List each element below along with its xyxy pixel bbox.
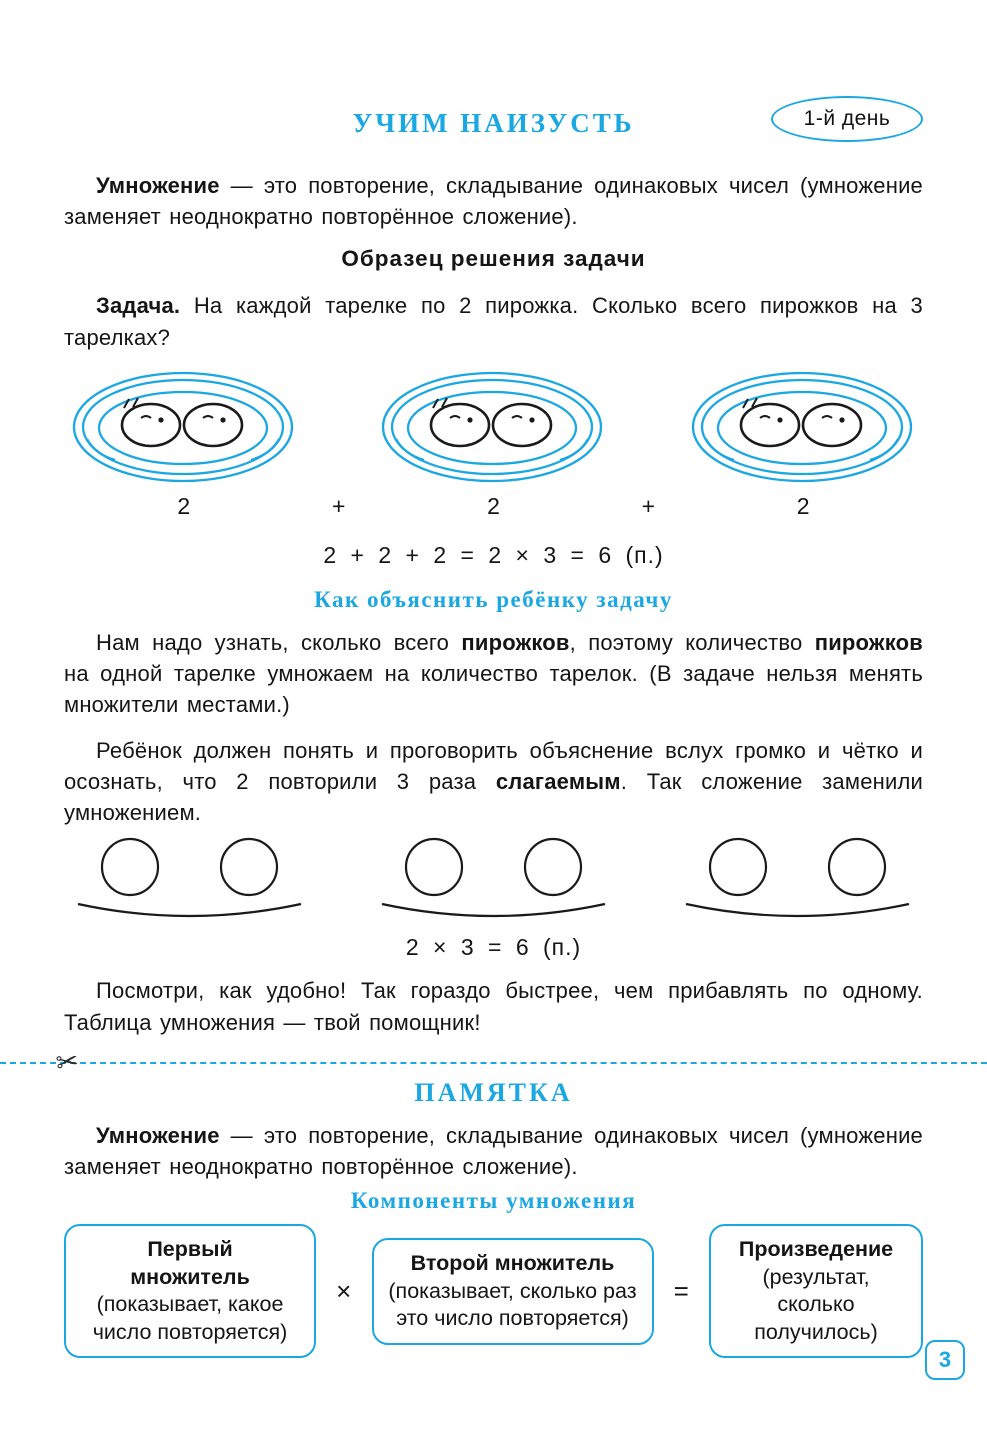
intro-lead: Умножение bbox=[96, 173, 220, 198]
day-badge bbox=[771, 96, 923, 142]
cut-separator bbox=[0, 1045, 987, 1079]
page-header bbox=[64, 100, 923, 148]
explain-paragraph-2 bbox=[64, 735, 923, 829]
multiplier-1-title: Первый множитель bbox=[130, 1237, 250, 1289]
task-lead: Задача. bbox=[96, 293, 181, 319]
multiplication-equation: 2 × 3 = 6 (п.) bbox=[405, 934, 582, 961]
task-paragraph bbox=[64, 290, 923, 352]
page-number-badge bbox=[925, 1340, 965, 1380]
multiplier-2-subtitle: (показывает, сколько раз это число повторяется) bbox=[388, 1278, 637, 1331]
circle-pair-icon bbox=[72, 834, 307, 928]
plate-count-label: 2 bbox=[177, 492, 191, 519]
text-segment: , поэтому количество bbox=[569, 629, 815, 655]
memo-lead: Умножение bbox=[96, 1122, 220, 1148]
plate-count-label: 2 bbox=[796, 492, 810, 519]
sample-heading: Образец решения задачи bbox=[341, 246, 646, 272]
memo-paragraph bbox=[64, 1120, 923, 1182]
text-segment-bold: пирожков bbox=[461, 629, 570, 655]
memo-rest: — это повторение, складывание одинаковых чисел (умножение заменяет неоднократно повторённое сложение). bbox=[64, 1122, 923, 1180]
multiply-operator: × bbox=[336, 1275, 352, 1306]
plate-with-pies-icon bbox=[64, 367, 304, 485]
circle-groups-illustration bbox=[64, 834, 923, 928]
task-rest: На каждой тарелке по 2 пирожка. Сколько всего пирожков на 3 тарелках? bbox=[64, 293, 923, 350]
explain-paragraph-1 bbox=[64, 627, 923, 721]
product-subtitle: (результат, сколько получилось) bbox=[754, 1264, 878, 1344]
multiplier-2-box bbox=[372, 1238, 654, 1345]
intro-paragraph bbox=[64, 170, 923, 232]
multiplier-1-box bbox=[64, 1224, 316, 1358]
intro-rest: — это повторение, складывание одинаковых чисел (умножение заменяет неоднократно повторённое сложение). bbox=[64, 173, 923, 230]
plate-with-pies-icon bbox=[683, 367, 923, 485]
multiplier-1-subtitle: (показывает, какое число повторяется) bbox=[92, 1292, 288, 1344]
text-segment-bold: слагаемым bbox=[495, 768, 621, 794]
components-diagram bbox=[64, 1224, 923, 1358]
equals-operator: = bbox=[673, 1275, 689, 1306]
plus-sign-label: + bbox=[331, 492, 346, 519]
product-box bbox=[709, 1224, 923, 1358]
circle-pair-icon bbox=[680, 834, 915, 928]
text-segment: Ребёнок должен понять и проговорить объяснение вслух громко и чётко и осознать, что 2 повторили 3 раза bbox=[64, 737, 923, 794]
conclusion-paragraph: Посмотри, как удобно! Так гораздо быстрее, чем прибавлять по одному. Таблица умножения — твой помощник! bbox=[64, 978, 923, 1035]
plus-sign-label: + bbox=[641, 492, 656, 519]
circle-pair-icon bbox=[376, 834, 611, 928]
product-title: Произведение bbox=[738, 1237, 894, 1262]
page-number: 3 bbox=[938, 1347, 952, 1372]
text-segment: на одной тарелке умножаем на количество тарелок. (В задаче нельзя менять множители местами.) bbox=[64, 661, 923, 718]
multiplier-2-title: Второй множитель bbox=[410, 1251, 615, 1276]
plate-with-pies-icon bbox=[374, 367, 614, 485]
day-badge-label: 1-й день bbox=[803, 107, 891, 130]
text-segment-bold: пирожков bbox=[814, 629, 923, 655]
explain-heading: Как объяснить ребёнку задачу bbox=[314, 586, 673, 612]
plates-illustration bbox=[64, 367, 923, 520]
text-segment: . Так сложение заменили умножением. bbox=[64, 768, 923, 826]
page-title: УЧИМ НАИЗУСТЬ bbox=[352, 108, 635, 138]
scissors-icon: ✂ bbox=[53, 1045, 81, 1079]
components-heading: Компоненты умножения bbox=[350, 1188, 637, 1214]
plate-count-label: 2 bbox=[487, 492, 500, 519]
memo-heading: ПАМЯТКА bbox=[414, 1077, 573, 1107]
addition-equation: 2 + 2 + 2 = 2 × 3 = 6 (п.) bbox=[323, 541, 664, 568]
text-segment: Нам надо узнать, сколько всего bbox=[96, 629, 462, 655]
